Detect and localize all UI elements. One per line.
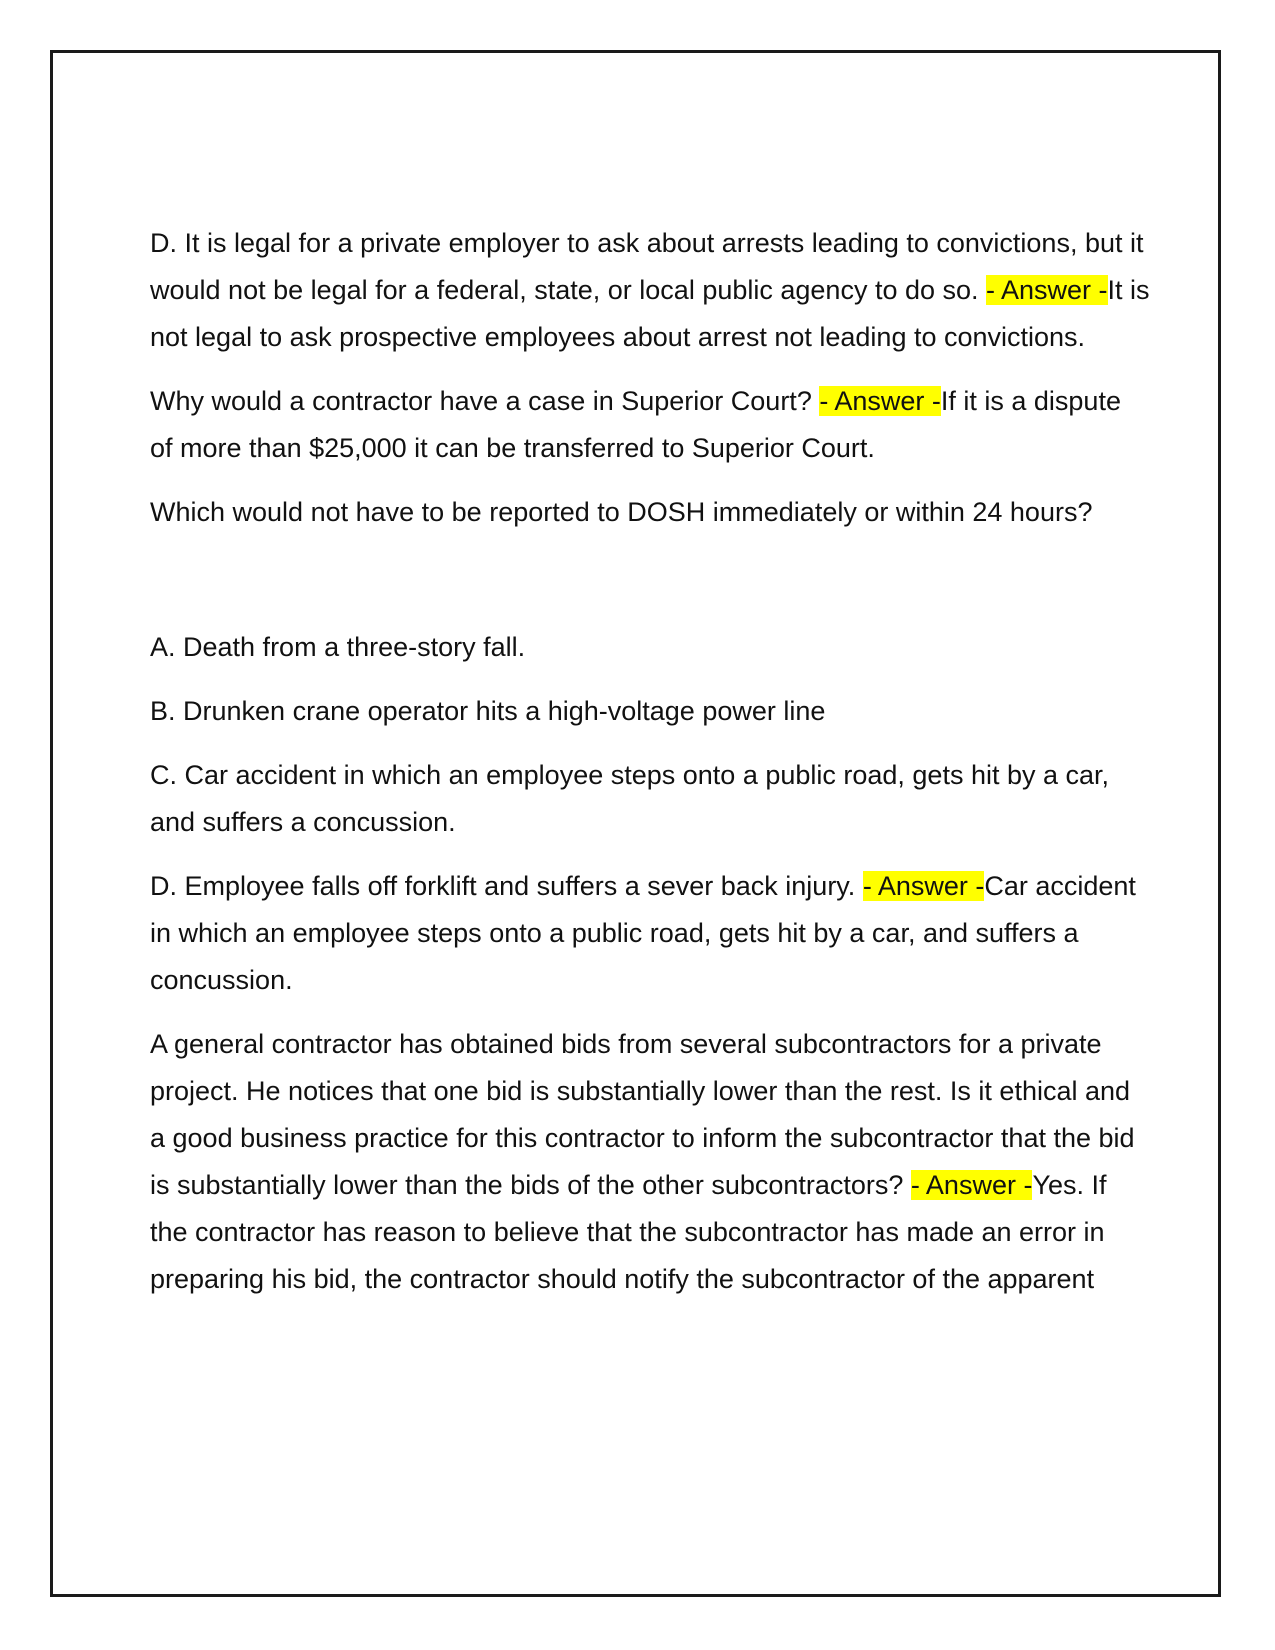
question-text: D. It is legal for a private employer to ask about arrests leading to convictions, but it would not be legal for a federal, state, or local public agency to do so. [150,228,1144,305]
answer-marker: - Answer - [862,871,985,901]
option-text: B. Drunken crane operator hits a high-voltage power line [150,696,826,726]
answer-text: Yes. If the contractor has reason to believe that the subcontractor has made an error in preparing his bid, the contractor should notify the subcontractor of the apparent [150,1170,1107,1294]
option-d-with-answer [150,863,1150,1004]
answer-text: It is not legal to ask prospective employees about arrest not leading to convictions. [150,275,1150,352]
question-text: Which would not have to be reported to DOSH immediately or within 24 hours? [150,497,1093,527]
qa-item-arrest-convictions [150,220,1150,361]
question-text: Why would a contractor have a case in Superior Court? [150,386,820,416]
option-text: C. Car accident in which an employee steps onto a public road, gets hit by a car, and suffers a concussion. [150,760,1110,837]
qa-item-superior-court [150,378,1150,472]
option-text: A. Death from a three-story fall. [150,632,526,662]
answer-text: If it is a dispute of more than $25,000 it can be transferred to Superior Court. [150,386,1121,463]
question-dosh-reporting [150,489,1150,536]
option-a [150,624,1150,671]
answer-marker: - Answer - [819,386,941,416]
document-page [50,50,1221,1597]
document-body [150,220,1150,1320]
question-text: A general contractor has obtained bids from several subcontractors for a private project. He notices that one bid is substantially lower than the rest. Is it ethical and a good business practice for this contractor to inform the subcontractor that the bid is substantially lower than the bids of the other subcontractors? [150,1029,1135,1200]
option-text: D. Employee falls off forklift and suffers a sever back injury. [150,871,863,901]
option-b [150,688,1150,735]
answer-marker: - Answer - [986,275,1108,305]
qa-item-subcontractor-bid [150,1021,1150,1303]
answer-marker: - Answer - [910,1170,1033,1200]
answer-text: Car accident in which an employee steps onto a public road, gets hit by a car, and suffers a concussion. [150,871,1136,995]
option-c [150,752,1150,846]
